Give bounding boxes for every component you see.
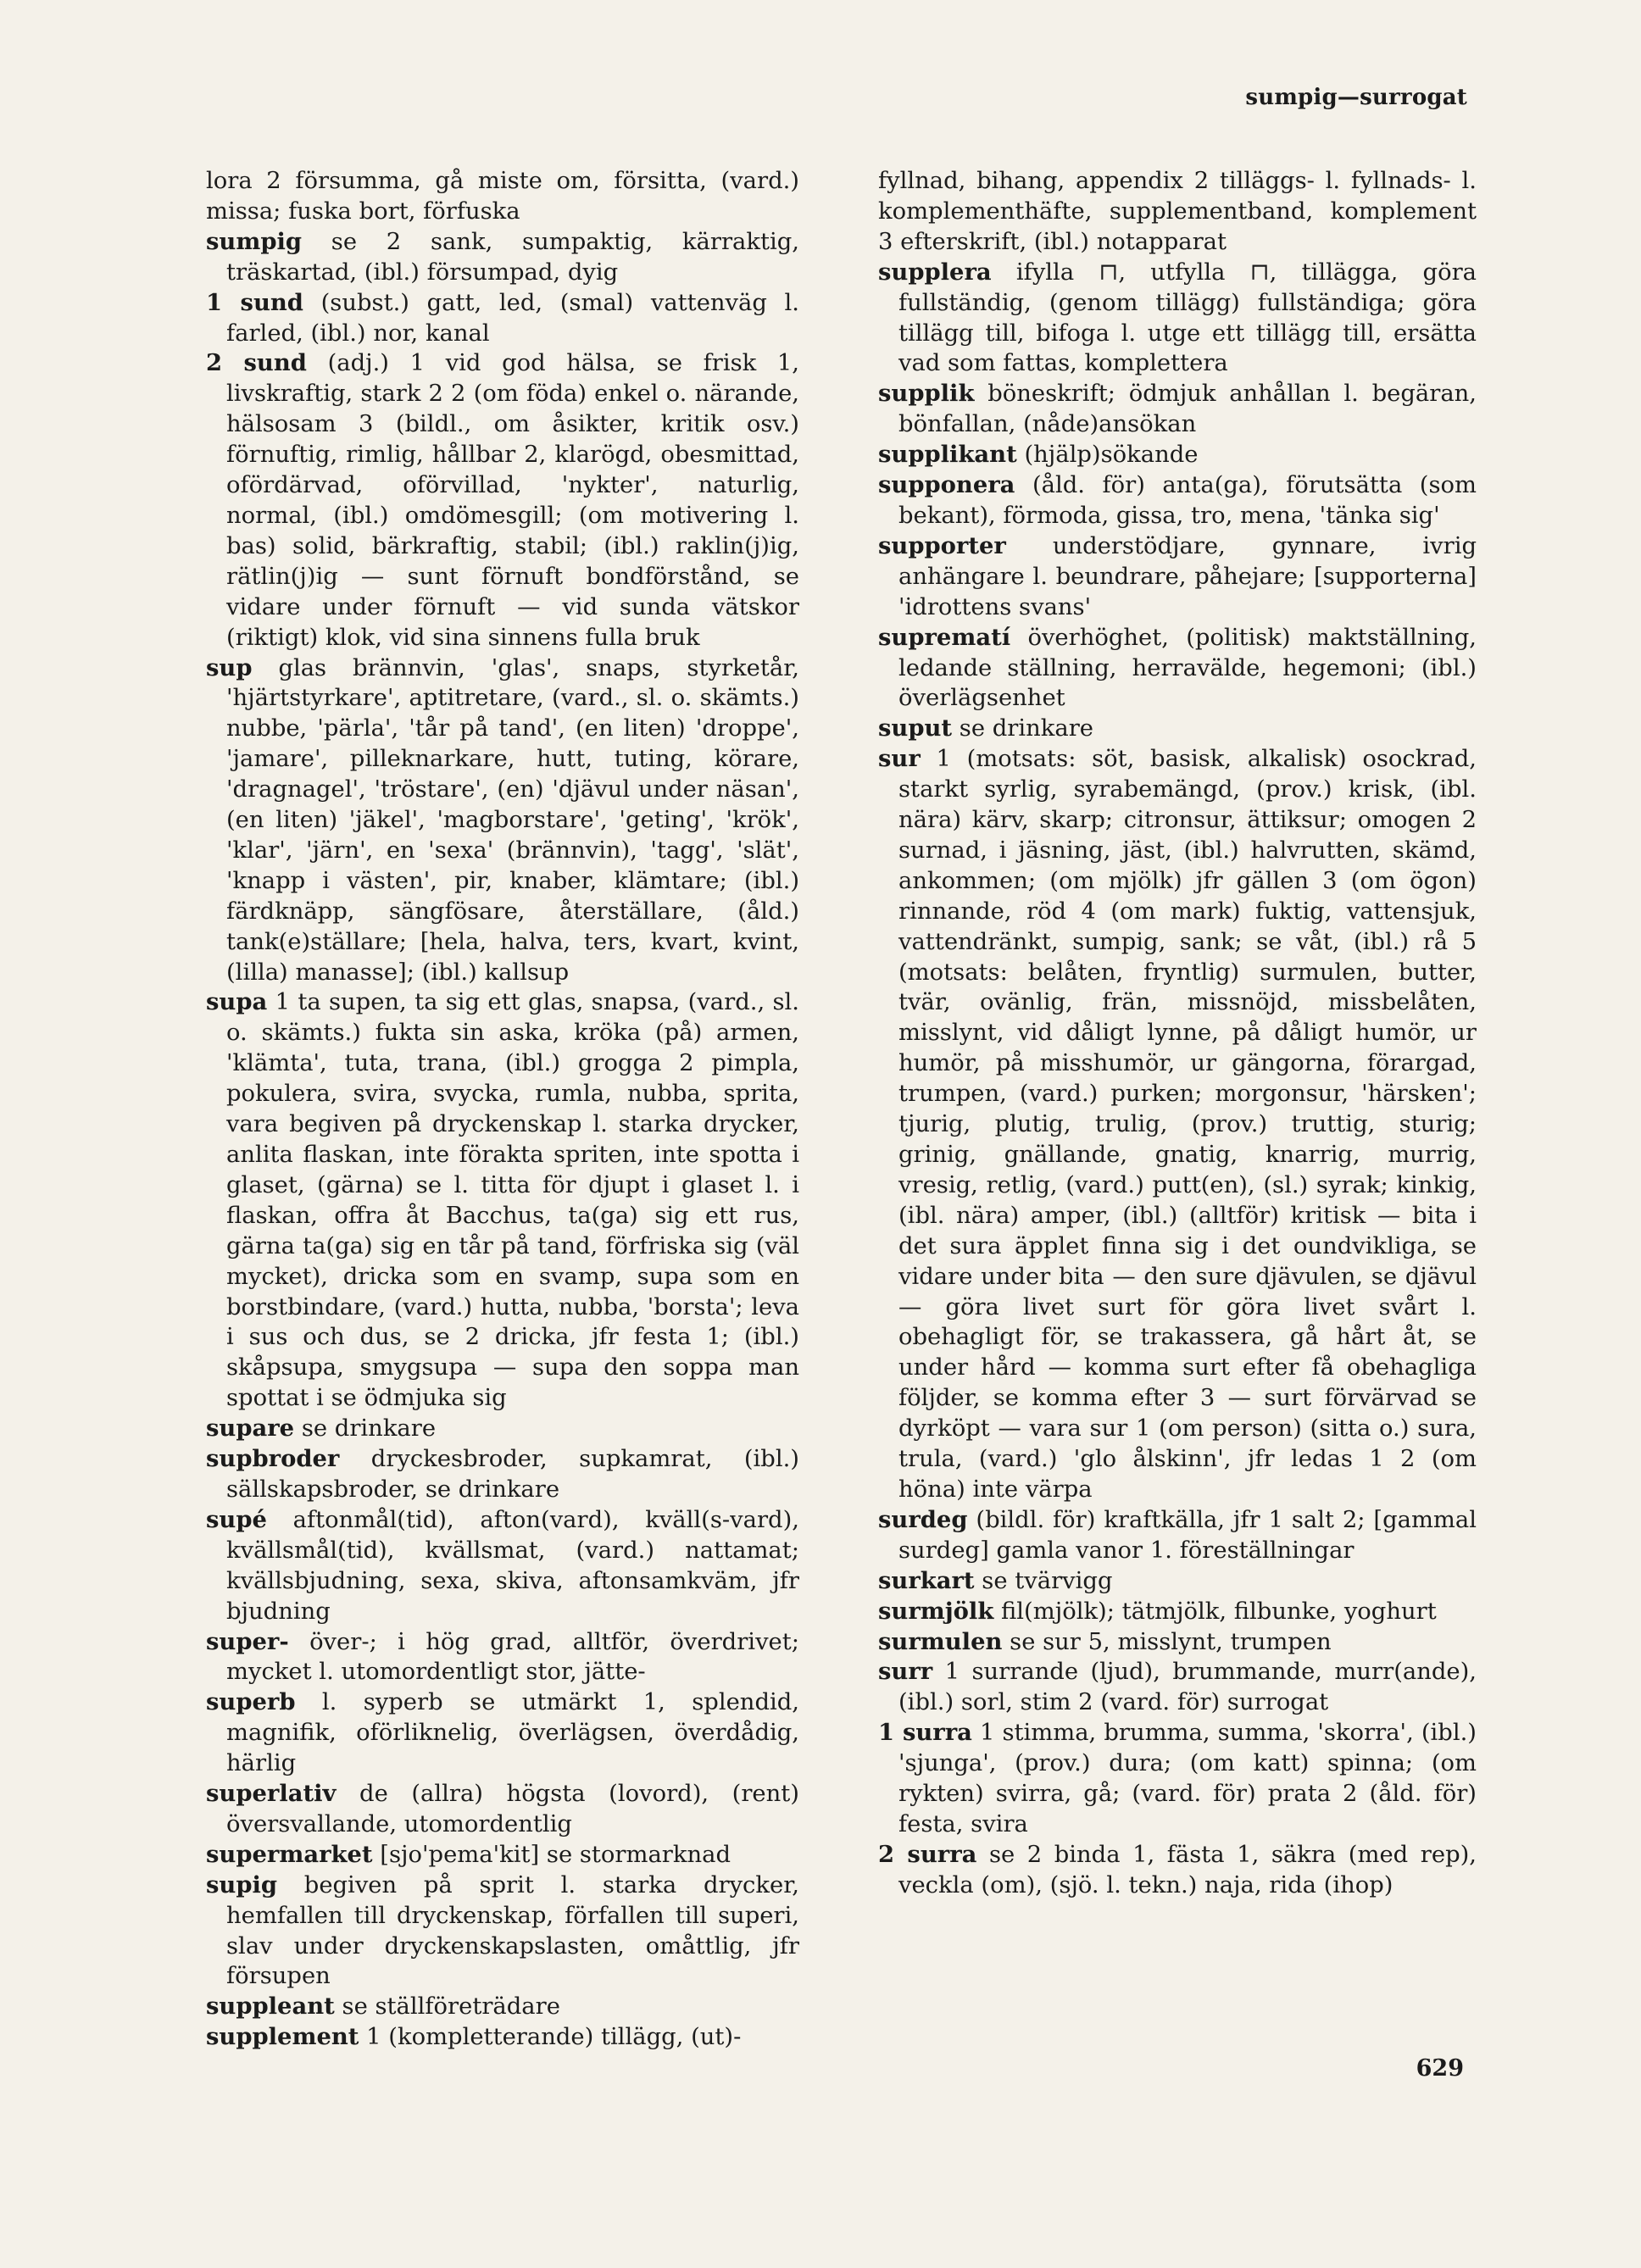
entry-text: se 2 sank, sumpaktig, kärraktig, träskartad, (ibl.) försumpad, dyig bbox=[226, 228, 799, 286]
entry bbox=[206, 227, 799, 288]
headword: supplera bbox=[878, 258, 992, 286]
entry-text: se drinkare bbox=[959, 715, 1094, 742]
headword: supplikant bbox=[878, 441, 1017, 469]
headword: surmulen bbox=[878, 1627, 1003, 1655]
entry bbox=[878, 1566, 1477, 1597]
entry bbox=[206, 288, 799, 349]
headword: surdeg bbox=[878, 1505, 968, 1533]
headword: suppleant bbox=[206, 1993, 335, 2021]
entry bbox=[206, 1414, 799, 1444]
left-column bbox=[206, 166, 799, 2053]
entry bbox=[878, 714, 1477, 744]
headword: supig bbox=[206, 1871, 278, 1898]
entry-text: de (allra) högsta (lovord), (rent) översvallande, utomordentlig bbox=[226, 1781, 799, 1837]
entry bbox=[206, 2022, 799, 2053]
entry bbox=[878, 744, 1477, 1505]
entry bbox=[878, 440, 1477, 470]
entry-text: (åld. för) anta(ga), förutsätta (som bekant), förmoda, gissa, tro, mena, 'tänka sig' bbox=[898, 472, 1477, 529]
entry bbox=[206, 1444, 799, 1505]
entry bbox=[878, 470, 1477, 531]
entry-text: glas brännvin, 'glas', snaps, styrketår, 'hjärtstyrkare', aptitretare, (vard., sl. o. skämts.) nubbe, 'pärla', 'tår på tand', (en liten) 'droppe', 'jamare', pilleknarkare, hutt, tuting, körare, 'dragnagel', 'tröstare', (en) 'djävul under näsan', (en liten) 'jäkel', 'magborstare', 'geting', 'krök', 'klar', 'järn', en 'sexa' (brännvin), 'tagg', 'slät', 'knapp i västen', pir, knaber, klämtare; (ibl.) färdknäpp, sängfösare, återställare, (åld.) tank(e)ställare; [hela, halva, ters, kvart, kvint, (lilla) manasse]; (ibl.) kallsup bbox=[226, 654, 799, 986]
entry-text: se tvärvigg bbox=[982, 1567, 1113, 1594]
headword: surmjölk bbox=[878, 1597, 994, 1625]
headword: supponera bbox=[878, 471, 1015, 499]
headword: supbroder bbox=[206, 1445, 340, 1473]
headword: 2 sund bbox=[206, 349, 307, 377]
entry-text: (subst.) gatt, led, (smal) vattenväg l. farled, (ibl.) nor, kanal bbox=[226, 289, 799, 347]
headword: super- bbox=[206, 1627, 289, 1655]
headword: sup bbox=[206, 653, 253, 681]
entry-text: begiven på sprit l. starka drycker, hemfallen till dryckenskap, förfallen till superi, slav under dryckenskapslasten, omåttlig, jfr försupen bbox=[226, 1871, 799, 1990]
headword: supporter bbox=[878, 531, 1006, 559]
entry-text: böneskrift; ödmjuk anhållan l. begäran, bönfallan, (nåde)ansökan bbox=[898, 381, 1477, 438]
entry-text: 1 surrande (ljud), brummande, murr(ande), (ibl.) sorl, stim 2 (vard. för) surrogat bbox=[898, 1659, 1477, 1716]
right-column bbox=[878, 166, 1477, 1901]
headword: 1 sund bbox=[206, 288, 303, 316]
entry-text: lora 2 försumma, gå miste om, försitta, (vard.) missa; fuska bort, förfuska bbox=[206, 168, 799, 225]
entry-text: se drinkare bbox=[301, 1415, 437, 1443]
entry bbox=[206, 1840, 799, 1871]
entry bbox=[206, 653, 799, 988]
entry-text: 1 (motsats: söt, basisk, alkalisk) osockrad, starkt syrlig, syrabemängd, (prov.) krisk, (ibl. nära) kärv, skarp; citronsur, ättiksur; omogen 2 surnad, i jäsning, jäst, (ibl.) halvrutten, skämd, ankommen; (om mjölk) jfr gällen 3 (om ögon) rinnande, röd 4 (om mark) fuktig, vattensjuk, vattendränkt, sumpig, sank; se våt, (ibl.) rå 5 (motsats: belåten, fryntlig) surmulen, butter, tvär, ovänlig, frän, missnöjd, missbelåten, misslynt, vid dåligt lynne, på dåligt humör, ur humör, på misshumör, ur gängorna, förargad, trumpen, (vard.) purken; morgonsur, 'härsken'; tjurig, plutig, trulig, (prov.) truttig, sturig; grinig, gnällande, gnatig, knarrig, murrig, vresig, retlig, (vard.) putt(en), (sl.) syrak; kinkig, (ibl. nära) amper, (ibl.) (alltför) kritisk — bita i det sura äpplet finna sig i det oundvikliga, se vidare under bita — den sure djävulen, se djävul — göra livet surt för göra livet svårt l. obehagligt för, se trakassera, gå hårt åt, se under hård — komma surt efter få obehagliga följder, se komma efter 3 — surt förvärvad se dyrköpt — vara sur 1 (om person) (sitta o.) sura, trula, (vard.) 'glo ålskinn', jfr ledas 1 2 (om höna) inte värpa bbox=[898, 746, 1477, 1503]
headword: superlativ bbox=[206, 1780, 337, 1808]
headword: supa bbox=[206, 988, 268, 1016]
entry bbox=[878, 1840, 1477, 1901]
headword: sur bbox=[878, 745, 921, 773]
running-head: sumpig—surrogat bbox=[1245, 85, 1467, 110]
headword: suput bbox=[878, 714, 953, 742]
headword: sumpig bbox=[206, 227, 303, 255]
headword: surkart bbox=[878, 1566, 975, 1594]
entry bbox=[206, 1871, 799, 1993]
entry-text: [sjo'pema'kit] se stormarknad bbox=[380, 1841, 731, 1868]
entry bbox=[206, 166, 799, 227]
headword: supplik bbox=[878, 380, 975, 408]
entry bbox=[206, 1992, 799, 2022]
entry-text: (hjälp)sökande bbox=[1024, 442, 1199, 469]
entry bbox=[878, 258, 1477, 380]
entry-text: se 2 binda 1, fästa 1, säkra (med rep), veckla (om), (sjö. l. tekn.) naja, rida (ihop) bbox=[898, 1841, 1477, 1898]
entry bbox=[878, 531, 1477, 623]
headword: supplement bbox=[206, 2023, 359, 2051]
entry bbox=[878, 1627, 1477, 1658]
entry-text: (bildl. för) kraftkälla, jfr 1 salt 2; [gammal surdeg] gamla vanor 1. föreställningar bbox=[898, 1506, 1477, 1564]
entry-text: överhöghet, (politisk) maktställning, ledande ställning, herravälde, hegemoni; (ibl.) överlägsenhet bbox=[898, 624, 1477, 712]
entry-text: fil(mjölk); tätmjölk, filbunke, yoghurt bbox=[1001, 1598, 1437, 1625]
entry-text: (adj.) 1 vid god hälsa, se frisk 1, livskraftig, stark 2 2 (om föda) enkel o. närande, hälsosam 3 (bildl., om åsikter, kritik osv.) förnuftig, rimlig, hållbar 2, klarögd, obesmittad, ofördärvad, oförvillad, 'nykter', naturlig, normal, (ibl.) omdömesgill; (om motivering l. bas) solid, bärkraftig, stabil; (ibl.) raklin(j)ig, rätlin(j)ig — sunt förnuft bondförstånd, se vidare under förnuft — vid sunda vätskor (riktigt) klok, vid sina sinnens fulla bruk bbox=[226, 350, 799, 651]
entry-text: fyllnad, bihang, appendix 2 tilläggs- l. fyllnads- l. komplementhäfte, supplementband, komplement 3 efterskrift, (ibl.) notapparat bbox=[878, 168, 1477, 255]
entry-text: understödjare, gynnare, ivrig anhängare l. beundrare, påhejare; [supporterna] 'idrottens svans' bbox=[898, 532, 1477, 620]
entry bbox=[878, 379, 1477, 440]
headword: suprematí bbox=[878, 623, 1011, 651]
entry bbox=[206, 1779, 799, 1840]
entry bbox=[878, 1657, 1477, 1718]
entry-text: aftonmål(tid), afton(vard), kväll(s-vard), kvällsmål(tid), kvällsmat, (vard.) nattamat; kvällsbjudning, sexa, skiva, aftonsamkväm, jfr bjudning bbox=[226, 1506, 799, 1625]
entry-text: 1 ta supen, ta sig ett glas, snapsa, (vard., sl. o. skämts.) fukta sin aska, kröka (på) armen, 'klämta', tuta, trana, (ibl.) grogga 2 pimpla, pokulera, svira, svycka, rumla, nubba, sprita, vara begiven på dryckenskap l. starka drycker, anlita flaskan, inte förakta spriten, inte spotta i glaset, (gärna) se l. titta för djupt i glaset l. i flaskan, offra åt Bacchus, ta(ga) sig ett rus, gärna ta(ga) sig en tår på tand, förfriska sig (väl mycket), dricka som en svamp, supa som en borstbindare, (vard.) hutta, nubba, 'borsta'; leva i sus och dus, se 2 dricka, jfr festa 1; (ibl.) skåpsupa, smygsupa — supa den soppa man spottat i se ödmjuka sig bbox=[226, 989, 799, 1412]
headword: supé bbox=[206, 1505, 267, 1533]
entry-text: se ställföreträdare bbox=[342, 1993, 560, 2021]
entry bbox=[206, 348, 799, 653]
headword: superb bbox=[206, 1688, 296, 1716]
page-number: 629 bbox=[1416, 2055, 1464, 2082]
entry bbox=[206, 987, 799, 1414]
headword: supermarket bbox=[206, 1840, 373, 1868]
entry bbox=[878, 1718, 1477, 1840]
entry-text: 1 (kompletterande) tillägg, (ut)- bbox=[366, 2024, 742, 2051]
headword: 2 surra bbox=[878, 1840, 977, 1868]
entry bbox=[206, 1687, 799, 1779]
entry bbox=[206, 1627, 799, 1688]
entry bbox=[206, 1505, 799, 1627]
entry-text: ifylla ⊓, utfylla ⊓, tillägga, göra fullständig, (genom tillägg) fullständiga; göra tillägg till, bifoga l. utge ett tillägg till, ersätta vad som fattas, komplettera bbox=[898, 258, 1477, 377]
entry-text: l. syperb se utmärkt 1, splendid, magnifik, oförliknelig, överlägsen, överdådig, härlig bbox=[226, 1689, 799, 1777]
headword: surr bbox=[878, 1658, 933, 1686]
entry-text: 1 stimma, brumma, summa, 'skorra', (ibl.) 'sjunga', (prov.) dura; (om katt) spinna; (om rykten) svirra, gå; (vard. för) prata 2 (åld. för) festa, svira bbox=[898, 1720, 1477, 1837]
entry-text: dryckesbroder, supkamrat, (ibl.) sällskapsbroder, se drinkare bbox=[226, 1446, 799, 1503]
entry bbox=[878, 1505, 1477, 1566]
headword: supare bbox=[206, 1415, 295, 1443]
entry bbox=[878, 166, 1477, 258]
entry bbox=[878, 1597, 1477, 1627]
entry-text: över-; i hög grad, alltför, överdrivet; mycket l. utomordentligt stor, jätte- bbox=[226, 1628, 799, 1686]
headword: 1 surra bbox=[878, 1719, 972, 1747]
entry-text: se sur 5, misslynt, trumpen bbox=[1010, 1628, 1332, 1655]
entry bbox=[878, 623, 1477, 714]
